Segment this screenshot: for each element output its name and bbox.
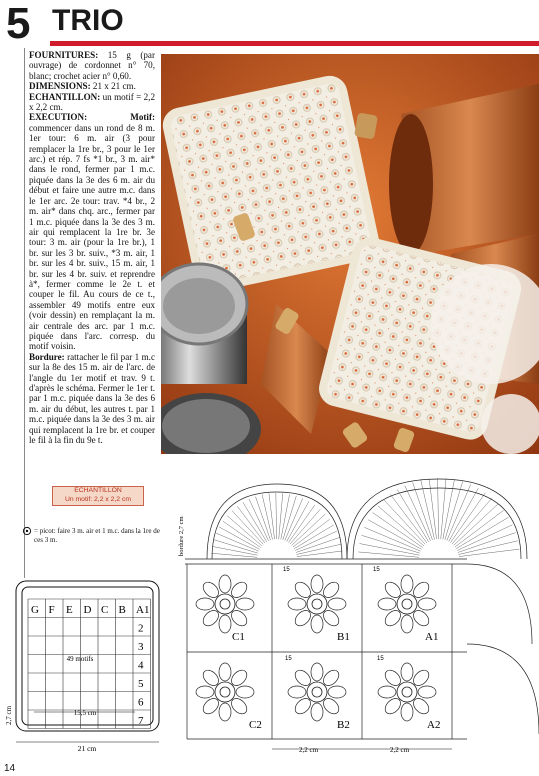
- stitch-line: [459, 549, 520, 556]
- stitch-line: [454, 504, 499, 546]
- motif-count-label: 49 motifs: [66, 655, 94, 663]
- stitch-line: [227, 516, 262, 546]
- grid-row-label: 5: [138, 678, 144, 690]
- motif-label-a2: A2: [427, 719, 441, 731]
- motif-petal: [401, 575, 413, 593]
- stitch-line: [438, 478, 439, 539]
- motif-petal: [321, 608, 342, 629]
- outer-dimension-label: 21 cm: [77, 744, 97, 753]
- motif-petal: [200, 608, 221, 629]
- product-photo: [161, 54, 539, 454]
- motif-petal: [382, 696, 403, 717]
- motif-petal: [229, 667, 250, 688]
- motif-petal: [292, 696, 313, 717]
- grid-column-label: E: [66, 604, 73, 616]
- motif-petal: [401, 703, 413, 721]
- arc-count-label: 15: [377, 656, 384, 662]
- motif-petal: [382, 579, 403, 600]
- fournitures-text: 15 g (par ouvrage) de cordonnet n° 70, blanc; crochet acier n° 0,60.: [29, 50, 155, 81]
- assembly-diagram: [0, 575, 175, 765]
- stitch-line: [223, 521, 261, 547]
- motif-petal: [382, 608, 403, 629]
- motif-petal: [401, 663, 413, 681]
- grid-row-label: 2: [138, 622, 144, 635]
- motif-petal: [219, 615, 231, 633]
- motif-ring: [220, 687, 230, 697]
- stitch-line: [262, 495, 272, 540]
- motif-ring: [220, 599, 230, 609]
- sample-swatch: [52, 486, 144, 506]
- motif-petal: [378, 598, 396, 610]
- picot-legend: [34, 527, 164, 544]
- motif-ring: [307, 682, 327, 702]
- motif-petal: [196, 686, 214, 698]
- instructions-text: [29, 50, 155, 445]
- motif-petal: [311, 575, 323, 593]
- bordure-text: rattacher le fil par 1 m.c sur la 8e des 15 m. air de l'arc. de l'angle du 1er motif et trav. 9 t. d'après le schéma. Fermer le 1er t. par 1 m.c. piquée dans la 3e des 6 m. air du début, les autres t. par 1 m.c. piquée dans la 3e des 3 m. air qui remplacent la 1re br. et couper le fil à la fin du 9e t.: [29, 351, 155, 446]
- picot-text: = picot: faire 3 m. air et 1 m.c. dans la 1re de ces 3 m.: [34, 527, 160, 544]
- stitch-line: [276, 493, 277, 539]
- motif-ring: [312, 687, 322, 697]
- execution-label: EXECUTION: Motif:: [29, 112, 155, 123]
- motif-label-c2: C2: [249, 719, 262, 731]
- motif-label-b1: B1: [337, 631, 350, 643]
- motif-petal: [418, 598, 436, 610]
- motif-ring: [402, 687, 412, 697]
- motif-ring: [397, 594, 417, 614]
- stitch-line: [445, 482, 463, 540]
- recipe-number: 5: [6, 0, 29, 48]
- arc-count-label: 15: [285, 656, 292, 662]
- accent-bar: [50, 41, 539, 46]
- stitch-line: [243, 502, 267, 541]
- motif-petal: [292, 608, 313, 629]
- motif-petal: [196, 598, 214, 610]
- column-divider: [24, 48, 25, 578]
- stitch-line: [359, 544, 419, 556]
- motif-petal: [229, 696, 250, 717]
- motif-petal: [229, 608, 250, 629]
- picot-icon: [22, 526, 32, 536]
- arc-count-label: 15: [373, 567, 380, 573]
- grid-row-label: 3: [138, 641, 144, 653]
- motif-petal: [311, 615, 323, 633]
- motif-petal: [328, 686, 346, 698]
- stitch-line: [288, 505, 314, 543]
- motif-petal: [411, 696, 432, 717]
- motif-petal: [418, 686, 436, 698]
- motif-petal: [411, 667, 432, 688]
- motif-petal: [321, 667, 342, 688]
- stitch-line: [455, 510, 504, 547]
- motif-petal: [219, 663, 231, 681]
- page-number: 14: [4, 763, 16, 774]
- stitch-line: [450, 493, 485, 543]
- motif-petal: [382, 667, 403, 688]
- stitch-line: [232, 511, 263, 545]
- stitch-line: [384, 500, 426, 545]
- swatch-size: Un motif: 2,2 x 2,2 cm: [64, 495, 132, 503]
- stitch-line: [373, 513, 423, 548]
- motif-petal: [321, 579, 342, 600]
- photo-illustration: [161, 54, 539, 454]
- swatch-title: ECHANTILLON: [74, 487, 122, 494]
- execution-text: commencer dans un rond de 8 m. 1er tour: 6 m. air (3 pour remplacer la 1re br., 3 pour le 1er arc.) et rép. 7 fs *1 br., 3 m. air* dans le rond, fermer par 1 m.c. piquée dans la 3e des 6 m. air du début et faire une autre m.c. dans le 1er arc. 2e tour: trav. *4 br., 2 m. air* dans chq. arc., fermer par 1 m.c. piquée dans la 3e des 3 m. air qui remplacent la 1re br. 3e tour: 3 m. air (pour la 1re br.), 1 br. sur les 3 br. suiv., *3 m. air, 1 br. sur les 4 br. suiv., 15 m. air, 1 br. sur les 4 br. suiv. et reprendre à*, fermer comme le 2e t. et couper le fil. Au cours de ce t., assembler 49 motifs entre eux (voir dessin) en remplaçant la m. air centrale des arc. par 1 m.c. piquée dans l'arc. corresp. du motif voisin.: [29, 122, 155, 352]
- stitch-line: [362, 535, 420, 553]
- stitch-line: [449, 488, 479, 541]
- stitch-line: [297, 551, 343, 557]
- motif-petal: [401, 615, 413, 633]
- motif-petal: [200, 667, 221, 688]
- stitch-line: [269, 493, 275, 539]
- crochet-chart: [177, 464, 539, 762]
- grid-column-label: B: [118, 604, 126, 616]
- motif-petal: [311, 663, 323, 681]
- side-dimension-label: 2,7 cm: [5, 705, 13, 725]
- stitch-line: [447, 484, 471, 540]
- motif-petal: [288, 686, 306, 698]
- page-title: TRIO: [52, 4, 124, 37]
- motif-petal: [219, 703, 231, 721]
- stitch-line: [296, 544, 341, 554]
- arc-count-label: 15: [283, 567, 290, 573]
- motif-ring: [312, 599, 322, 609]
- grid-column-label: D: [83, 604, 92, 616]
- motif-petal: [200, 579, 221, 600]
- motif-ring: [215, 594, 235, 614]
- stitch-line: [290, 509, 320, 544]
- grid-row-label: 4: [138, 659, 144, 672]
- stitch-line: [219, 527, 259, 549]
- stitch-line: [368, 520, 421, 550]
- stitch-line: [390, 494, 427, 543]
- motif-petal: [311, 703, 323, 721]
- grid-column-label: G: [31, 604, 39, 616]
- dimensions-text: 21 x 21 cm.: [90, 81, 136, 92]
- motif-dimension-label: 2,2 cm: [390, 746, 410, 754]
- motif-ring: [307, 594, 327, 614]
- bordure-label: Bordure:: [29, 351, 65, 362]
- echantillon-text: un motif = 2,2 x 2,2 cm.: [29, 91, 155, 113]
- stitch-line: [364, 527, 420, 551]
- motif-label-c1: C1: [232, 631, 245, 643]
- bordure-dimension-label: bordure 2,7 cm: [178, 516, 185, 556]
- fournitures-label: FOURNITURES:: [29, 50, 99, 60]
- motif-petal: [378, 686, 396, 698]
- stitch-line: [458, 541, 517, 555]
- echantillon-label: ECHANTILLON:: [29, 91, 101, 102]
- motif-label-a1: A1: [425, 631, 439, 643]
- motif-petal: [321, 696, 342, 717]
- stitch-line: [292, 514, 326, 545]
- dimensions-label: DIMENSIONS:: [29, 81, 91, 92]
- motif-petal: [236, 686, 254, 698]
- motif-petal: [219, 575, 231, 593]
- grid-column-label: C: [101, 604, 109, 616]
- motif-ring: [402, 599, 412, 609]
- motif-label-b2: B2: [337, 719, 350, 731]
- stitch-line: [287, 501, 309, 541]
- motif-petal: [200, 696, 221, 717]
- motif-petal: [328, 598, 346, 610]
- motif-petal: [411, 608, 432, 629]
- motif-ring: [397, 682, 417, 702]
- inner-dimension-label: 15,5 cm: [73, 709, 97, 717]
- motif-petal: [229, 579, 250, 600]
- motif-petal: [292, 667, 313, 688]
- grid-row-label: 6: [138, 696, 144, 709]
- motif-petal: [411, 579, 432, 600]
- grid-row-label: 7: [138, 715, 144, 727]
- motif-petal: [236, 598, 254, 610]
- motif-ring: [215, 682, 235, 702]
- motif-dimension-label: 2,2 cm: [299, 746, 319, 754]
- grid-column-label: F: [48, 604, 55, 616]
- motif-petal: [288, 598, 306, 610]
- stitch-line: [358, 552, 419, 557]
- stitch-line: [421, 480, 435, 539]
- motif-petal: [292, 579, 313, 600]
- stitch-line: [294, 525, 333, 549]
- grid-column-label: A1: [136, 604, 150, 616]
- stitch-line: [441, 478, 446, 539]
